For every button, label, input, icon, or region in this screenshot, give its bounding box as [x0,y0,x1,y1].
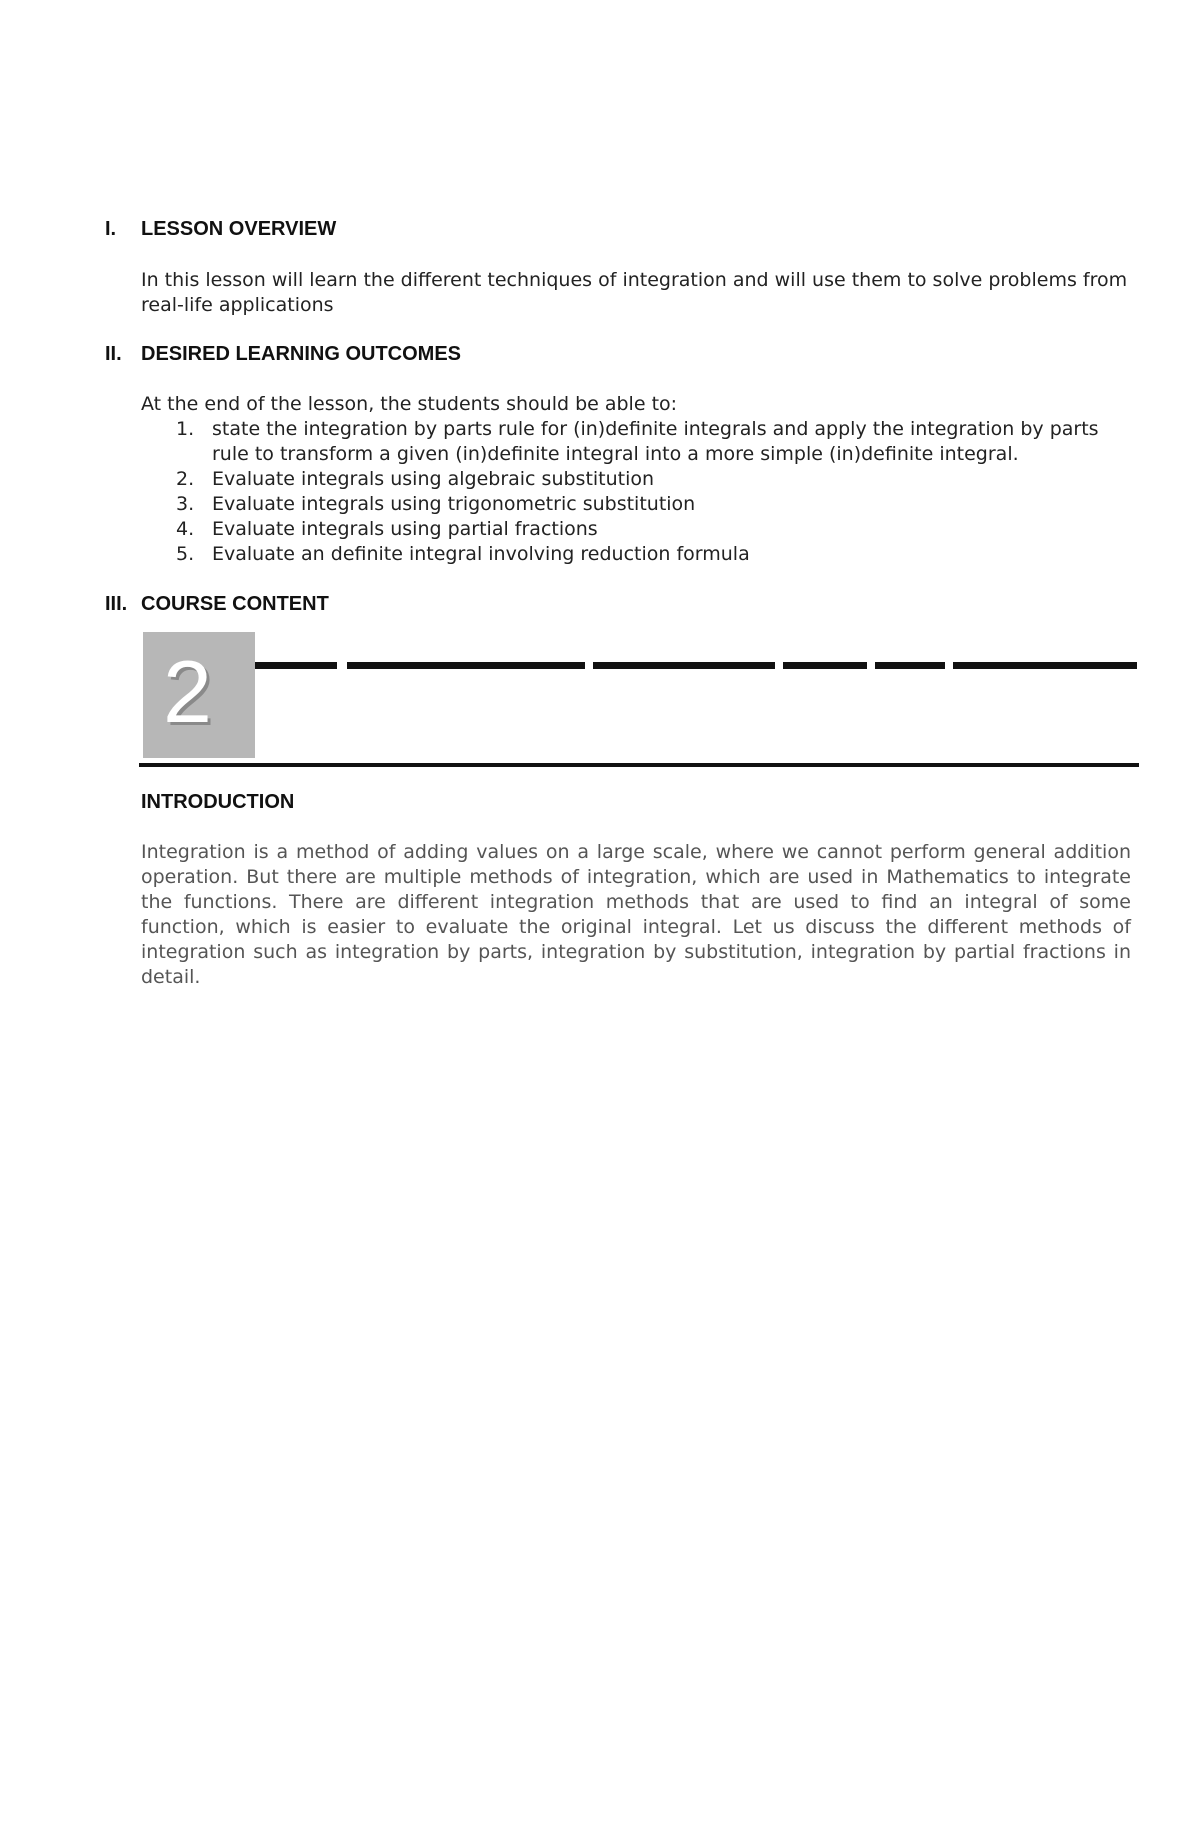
section-title: COURSE CONTENT [141,593,329,615]
introduction-paragraph: Integration is a method of adding values on a large scale, where we cannot perform general addition operation. But there are multiple methods of integration, which are used in Mathematics to integrate the functions. There are different integration methods that are used to find an integral of some function, which is easier to evaluate the original integral. Let us discuss the different methods of integration such as integration by parts, integration by substitution, integration by partial fractions in detail. [141,841,1131,988]
introduction-heading [141,791,294,814]
list-item-text: Evaluate integrals using trigonometric substitution [212,493,696,515]
list-item [141,542,1131,567]
list-item [141,492,1131,517]
list-item-text: state the integration by parts rule for (in)definite integrals and apply the integration by parts rule to transform a given (in)definite integral into a more simple (in)definite integral. [212,418,1099,465]
list-item [141,517,1131,542]
section-numeral: III. [105,593,128,615]
list-item-number: 3. [176,493,195,515]
list-item-text: Evaluate integrals using algebraic substitution [212,468,655,490]
list-item [141,467,1131,492]
overview-paragraph: In this lesson will learn the different techniques of integration and will use them to solve problems from real-life applications [141,269,1128,316]
list-item-text: Evaluate an definite integral involving reduction formula [212,543,750,565]
chapter-number: 2 [163,642,212,741]
introduction-title: INTRODUCTION [141,791,295,813]
chapter-number-box [143,632,255,758]
outcomes-intro: At the end of the lesson, the students should be able to: [141,393,678,415]
list-item-number: 5. [176,543,195,565]
section-title: LESSON OVERVIEW [141,218,337,240]
list-item-number: 4. [176,518,195,540]
chapter-title-rule [255,662,1137,669]
section-numeral: II. [105,343,122,365]
list-item-number: 2. [176,468,195,490]
chapter-banner [141,630,1141,770]
list-item-text: Evaluate integrals using partial fractions [212,518,598,540]
outcomes-list [141,417,1131,567]
list-item [141,417,1131,467]
section-title: DESIRED LEARNING OUTCOMES [141,343,462,365]
section-numeral: I. [105,218,117,240]
list-item-number: 1. [176,418,195,440]
chapter-bottom-rule [139,763,1139,767]
